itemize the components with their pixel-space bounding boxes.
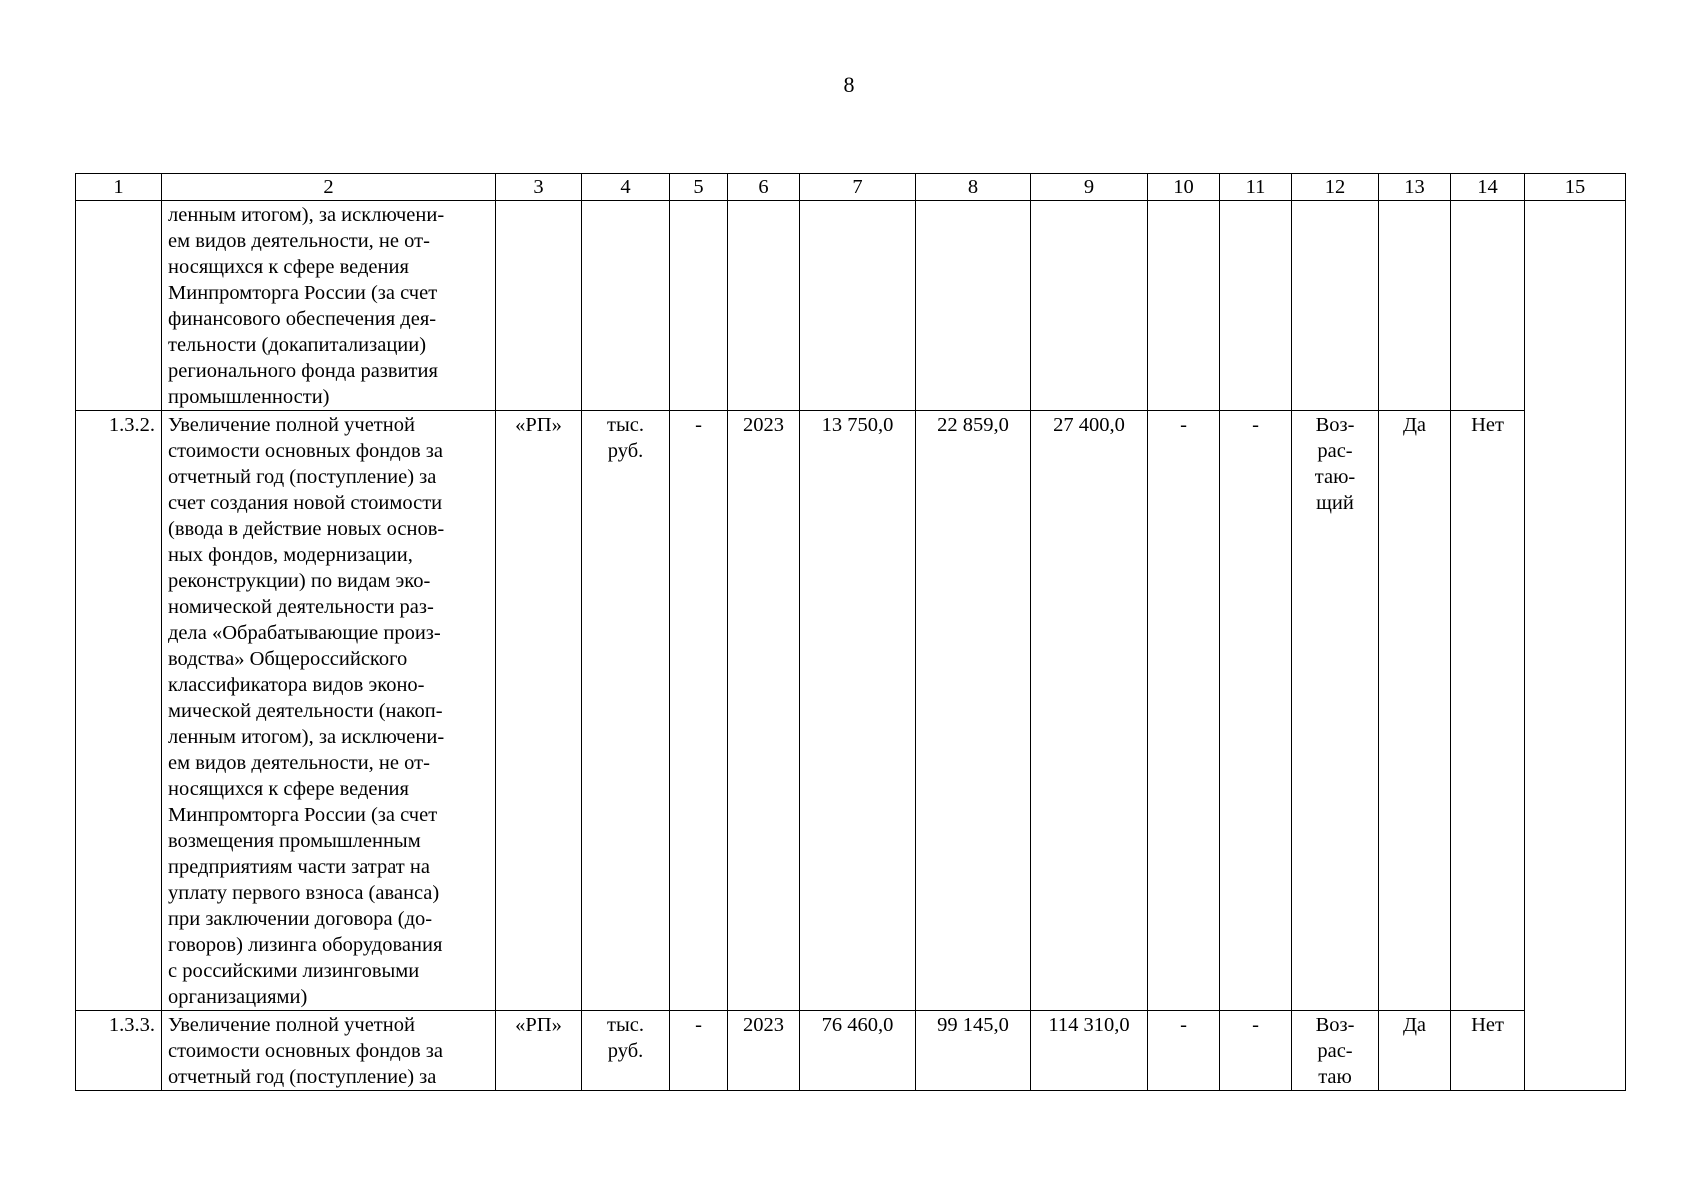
table-cell: Да — [1379, 1011, 1451, 1091]
row-number-cell: 1.3.3. — [76, 1011, 162, 1091]
indicator-name-cell: ленным итогом), за исключени- ем видов деятельности, не от- носящихся к сфере ведения Минпромторга России (за счет финансового обеспечения дея- тельности (докапитализации) регионального фонда развития промышленности) — [162, 201, 496, 411]
table-cell — [582, 201, 670, 411]
table-cell: - — [1220, 411, 1292, 1011]
header-cell: 11 — [1220, 174, 1292, 201]
unit-cell: тыс. руб. — [582, 411, 670, 1011]
value-cell: 22 859,0 — [916, 411, 1031, 1011]
table-cell: - — [670, 1011, 728, 1091]
table-row — [76, 411, 1626, 1011]
header-cell: 1 — [76, 174, 162, 201]
value-cell: 99 145,0 — [916, 1011, 1031, 1091]
header-cell: 4 — [582, 174, 670, 201]
header-cell: 13 — [1379, 174, 1451, 201]
table-cell-col15 — [1525, 201, 1626, 1091]
table-cell — [1220, 201, 1292, 411]
table-cell: - — [1148, 1011, 1220, 1091]
table-cell — [1031, 201, 1148, 411]
page-number: 8 — [843, 72, 855, 97]
table-row — [76, 1011, 1626, 1091]
level-cell: «РП» — [496, 1011, 582, 1091]
table-cell — [76, 201, 162, 411]
table-cell: - — [1148, 411, 1220, 1011]
value-cell: 13 750,0 — [800, 411, 916, 1011]
trend-cell: Воз- рас- таю- щий — [1292, 411, 1379, 1011]
indicators-table — [75, 173, 1626, 1091]
table-cell: Нет — [1451, 1011, 1525, 1091]
table-cell — [1292, 201, 1379, 411]
table-row-continuation — [76, 201, 1626, 411]
value-cell: 114 310,0 — [1031, 1011, 1148, 1091]
table-cell — [1379, 201, 1451, 411]
table-cell: - — [670, 411, 728, 1011]
column-number-row — [76, 174, 1626, 201]
header-cell: 5 — [670, 174, 728, 201]
header-cell: 14 — [1451, 174, 1525, 201]
table-cell — [670, 201, 728, 411]
table-cell — [916, 201, 1031, 411]
table-cell — [1148, 201, 1220, 411]
table-cell — [1451, 201, 1525, 411]
indicator-name-cell: Увеличение полной учетной стоимости основных фондов за отчетный год (поступление) за — [162, 1011, 496, 1091]
trend-cell: Воз- рас- таю — [1292, 1011, 1379, 1091]
header-cell: 15 — [1525, 174, 1626, 201]
header-cell: 9 — [1031, 174, 1148, 201]
table-cell: Да — [1379, 411, 1451, 1011]
table-cell: - — [1220, 1011, 1292, 1091]
header-cell: 10 — [1148, 174, 1220, 201]
header-cell: 6 — [728, 174, 800, 201]
indicator-name-cell: Увеличение полной учетной стоимости основных фондов за отчетный год (поступление) за счет создания новой стоимости (ввода в действие новых основ- ных фондов, модернизации, реконструкции) по видам эко- номической деятельности раз- дела «Обрабатывающие произ- водства» Общероссийского классификатора видов эконо- мической деятельности (накоп- ленным итогом), за исключени- ем видов деятельности, не от- носящихся к сфере ведения Минпромторга России (за счет возмещения промышленным предприятиям части затрат на уплату первого взноса (аванса) при заключении договора (до- говоров) лизинга оборудования с российскими лизинговыми организациями) — [162, 411, 496, 1011]
row-number-cell: 1.3.2. — [76, 411, 162, 1011]
header-cell: 2 — [162, 174, 496, 201]
value-cell: 76 460,0 — [800, 1011, 916, 1091]
value-cell: 27 400,0 — [1031, 411, 1148, 1011]
table-cell — [728, 201, 800, 411]
table-cell — [496, 201, 582, 411]
year-cell: 2023 — [728, 1011, 800, 1091]
table-cell: Нет — [1451, 411, 1525, 1011]
header-cell: 8 — [916, 174, 1031, 201]
year-cell: 2023 — [728, 411, 800, 1011]
header-cell: 3 — [496, 174, 582, 201]
table-cell — [800, 201, 916, 411]
level-cell: «РП» — [496, 411, 582, 1011]
header-cell: 12 — [1292, 174, 1379, 201]
unit-cell: тыс. руб. — [582, 1011, 670, 1091]
header-cell: 7 — [800, 174, 916, 201]
